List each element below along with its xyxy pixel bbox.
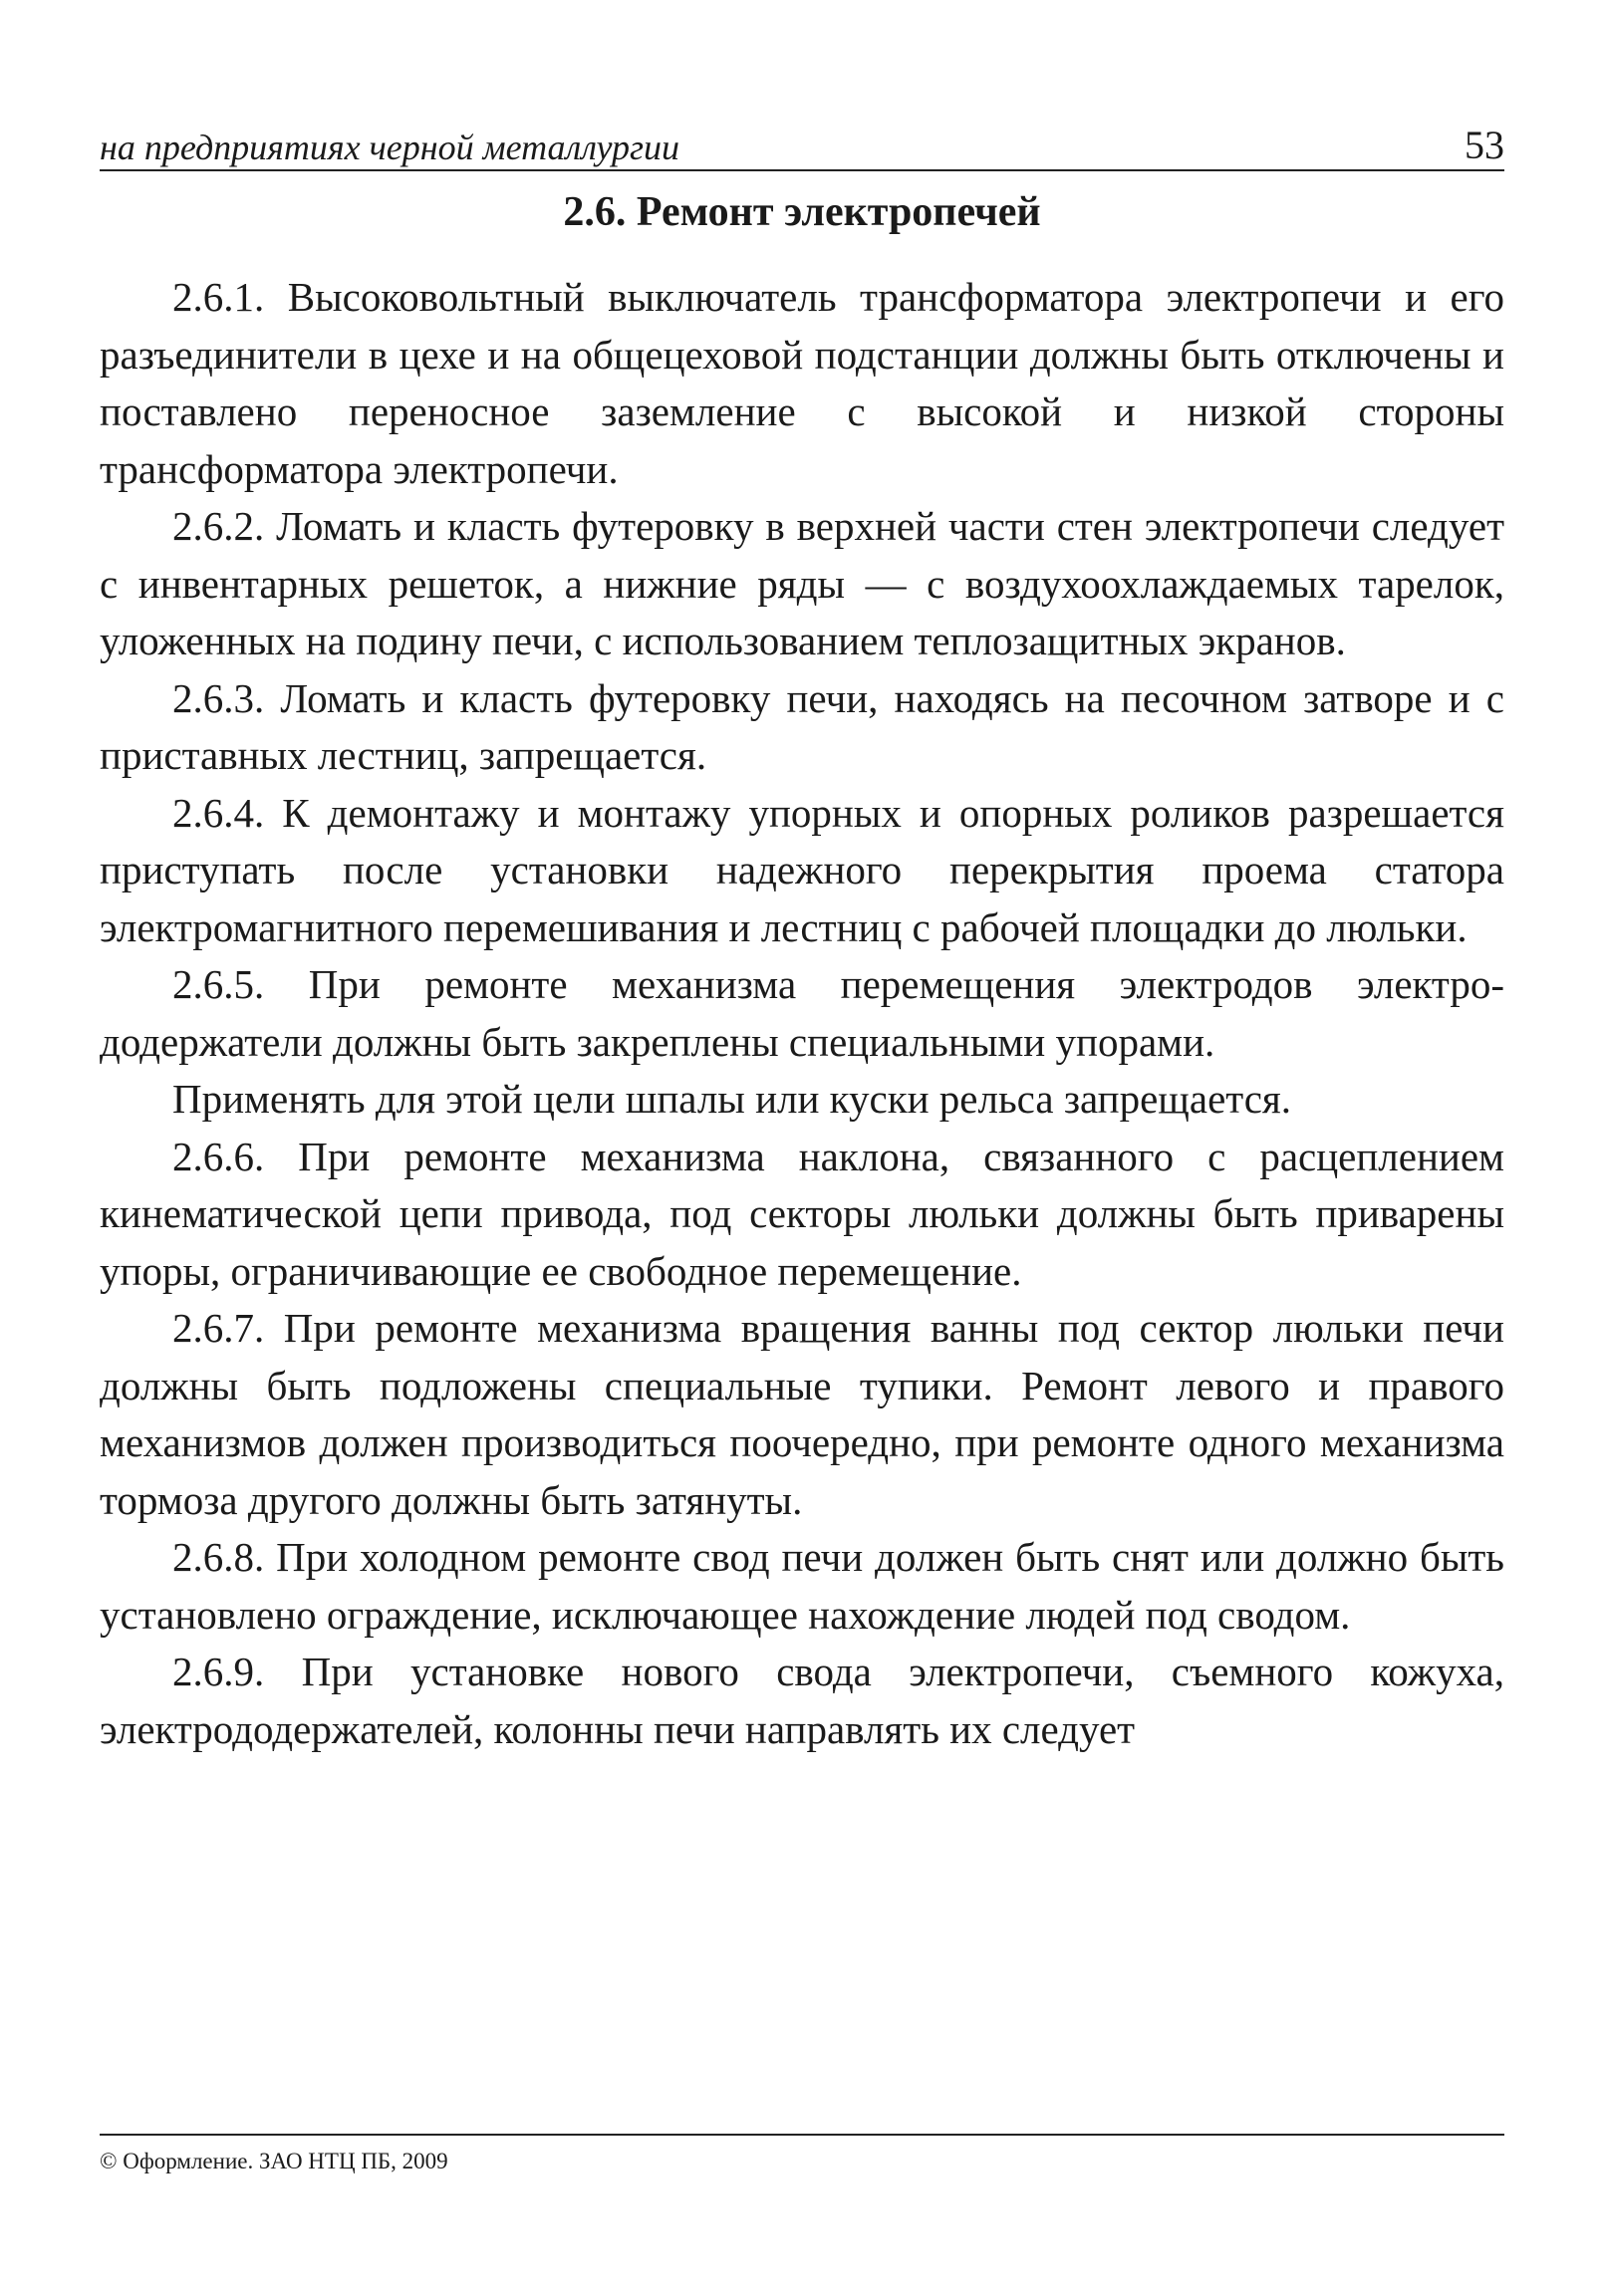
paragraph-2-6-4: 2.6.4. К демонтажу и монтажу упорных и опорных роликов разрешается приступать после установки надежного перекрытия проема статора электромагнитного перемешивания и лестниц с рабочей площадки до люльки. [100, 789, 1504, 950]
paragraph-2-6-1: 2.6.1. Высоковольтный выключатель трансформатора электропечи и его разъединители в цехе и на общецеховой подстанции должны быть отключены и поставлено переносное заземление с высокой и низкой стороны трансформатора электропечи. [100, 274, 1504, 492]
copyright-footer: © Оформление. ЗАО НТЦ ПБ, 2009 [100, 2134, 1504, 2175]
paragraph-2-6-7: 2.6.7. При ремонте механизма вращения ванны под сектор люльки печи должны быть подложены специальные тупики. Ремонт левого и правого механизмов должен производиться поочередно, при ремонте одного механизма тормоза другого должны быть затянуты. [100, 1305, 1504, 1523]
paragraph-2-6-5-note: Применять для этой цели шпалы или куски рельса запрещается. [172, 1076, 1291, 1122]
paragraph-2-6-9: 2.6.9. При установке нового свода электропечи, съемного кожуха, электрододержателей, колонны печи направлять их следует [100, 1649, 1504, 1752]
running-header [100, 112, 1504, 171]
document-page [100, 0, 1504, 2296]
page-number: 53 [1465, 123, 1504, 167]
paragraph-2-6-6: 2.6.6. При ремонте механизма наклона, связанного с расцеплением кинематической цепи привода, под секторы люльки должны быть приварены упоры, ограничивающие ее свободное перемещение. [100, 1133, 1504, 1294]
paragraph-2-6-3: 2.6.3. Ломать и класть футеровку печи, находясь на песочном затворе и с приставных лестниц, запрещается. [100, 674, 1504, 778]
paragraph-2-6-2: 2.6.2. Ломать и класть футеровку в верхней части стен электропечи следует с инвентарных решеток, а нижние ряды — с воздухоохлаждаемых тарелок, уложенных на подину печи, с использованием теплозащитных экранов. [100, 503, 1504, 663]
section-title: 2.6. Ремонт электропечей [563, 189, 1041, 235]
running-title: на предприятиях черной металлургии [100, 128, 679, 167]
paragraph-2-6-8: 2.6.8. При холодном ремонте свод печи должен быть снят или должно быть установлено ограждение, исключающее нахождение людей под сводом. [100, 1534, 1504, 1638]
body-text [100, 269, 1504, 1758]
paragraph-2-6-5: 2.6.5. При ремонте механизма перемещения электродов электрододержатели должны быть закреплены специальными упорами. [100, 961, 1504, 1065]
